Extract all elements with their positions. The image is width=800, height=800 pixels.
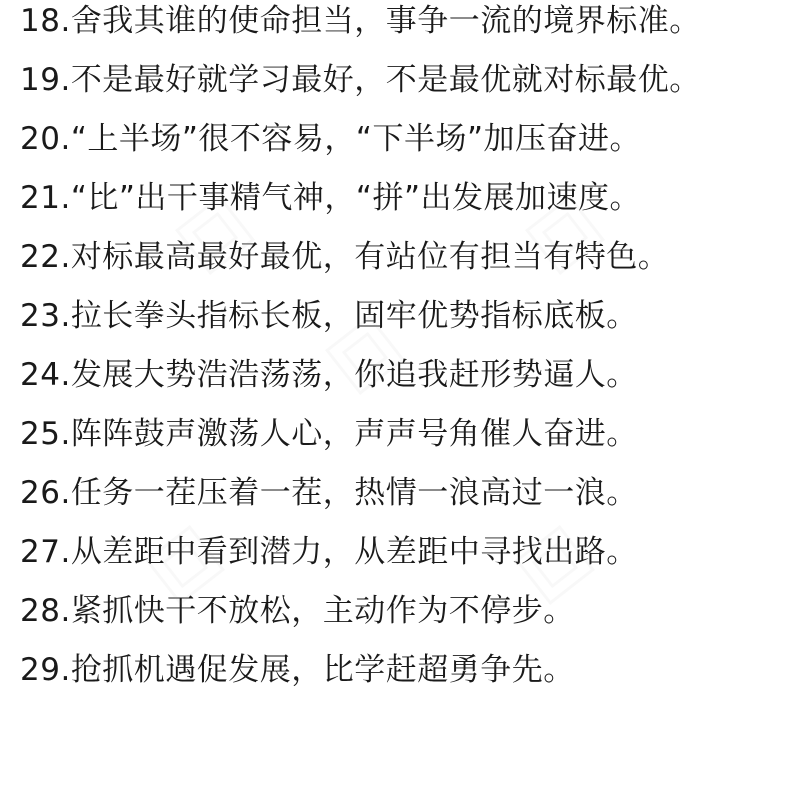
item-text: 从差距中看到潜力，从差距中寻找出路。	[70, 534, 638, 570]
item-text: “上半场”很不容易，“下半场”加压奋进。	[70, 121, 642, 157]
list-item	[20, 110, 800, 169]
item-number: 27.	[20, 534, 71, 570]
item-number: 22.	[20, 239, 71, 275]
list-item	[20, 287, 800, 346]
item-number: 21.	[20, 180, 71, 216]
item-number: 29.	[20, 652, 71, 688]
list-item	[20, 0, 800, 51]
list-item	[20, 582, 800, 641]
item-number: 28.	[20, 593, 71, 629]
item-text: 阵阵鼓声激荡人心，声声号角催人奋进。	[70, 416, 638, 452]
item-text: 舍我其谁的使命担当，事争一流的境界标准。	[70, 3, 701, 39]
list-item	[20, 346, 800, 405]
list-item	[20, 523, 800, 582]
item-text: 发展大势浩浩荡荡，你追我赶形势逼人。	[70, 357, 638, 393]
list-item	[20, 51, 800, 110]
item-number: 18.	[20, 3, 71, 39]
item-text: 不是最好就学习最好，不是最优就对标最优。	[70, 62, 701, 98]
slogan-list	[20, 0, 800, 700]
list-item	[20, 405, 800, 464]
item-text: 任务一茬压着一茬，热情一浪高过一浪。	[70, 475, 638, 511]
item-number: 19.	[20, 62, 71, 98]
item-text: “比”出干事精气神，“拼”出发展加速度。	[70, 180, 642, 216]
list-item	[20, 228, 800, 287]
item-text: 紧抓快干不放松，主动作为不停步。	[70, 593, 575, 629]
item-number: 26.	[20, 475, 71, 511]
item-text: 拉长拳头指标长板，固牢优势指标底板。	[70, 298, 638, 334]
item-number: 24.	[20, 357, 71, 393]
item-number: 25.	[20, 416, 71, 452]
list-item	[20, 169, 800, 228]
item-text: 抢抓机遇促发展，比学赶超勇争先。	[70, 652, 575, 688]
item-text: 对标最高最好最优，有站位有担当有特色。	[70, 239, 670, 275]
list-item	[20, 464, 800, 523]
item-number: 23.	[20, 298, 71, 334]
item-number: 20.	[20, 121, 71, 157]
list-item	[20, 641, 800, 700]
